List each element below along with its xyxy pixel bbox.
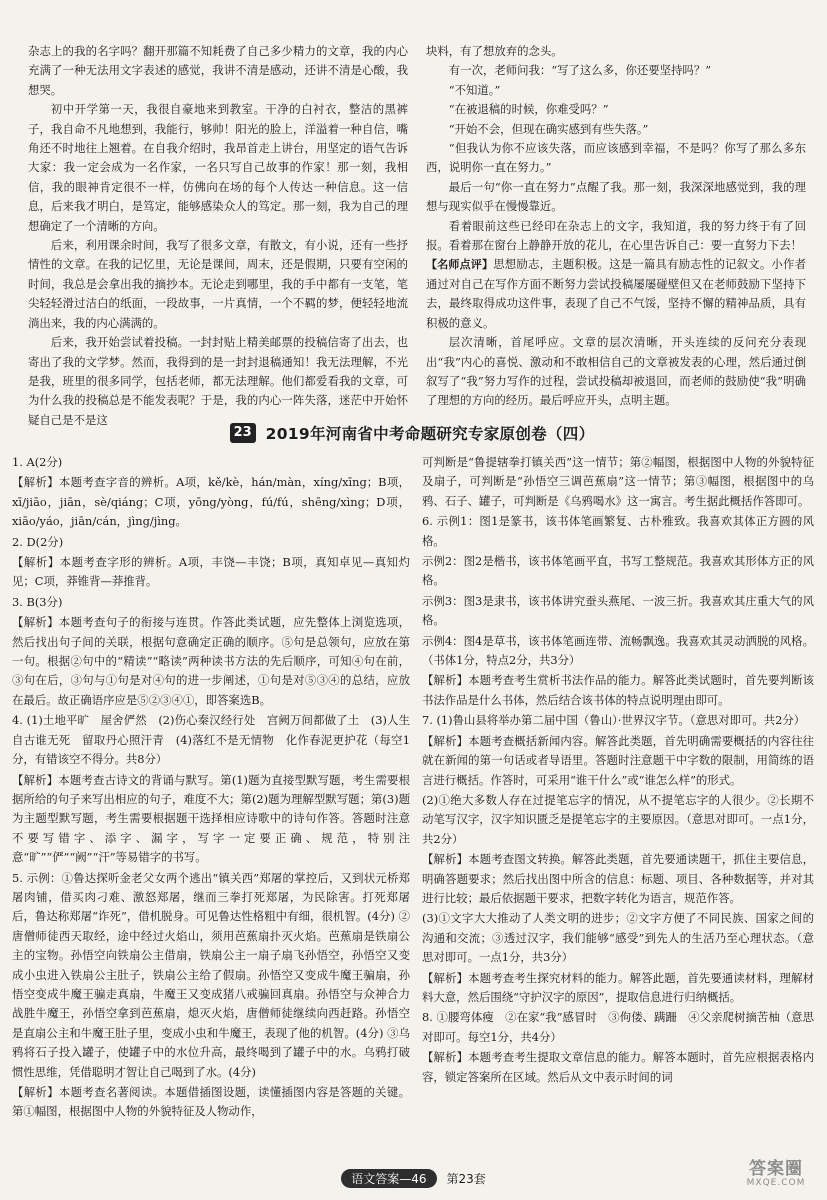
answer-item: 示例2：图2是楷书，该书体笔画平直，书写工整规范。我喜欢其形体方正的风格。: [422, 554, 814, 588]
answer-item: 示例4：图4是草书，该书体笔画连带、流畅飘逸。我喜欢其灵动洒脱的风格。（书体1分，特点2分，共3分）: [422, 633, 814, 668]
paragraph: 最后一句“你一直在努力”点醒了我。那一刻，我深深地感觉到，我的理想与现实似乎在慢慢靠近。: [426, 179, 806, 214]
answer-item: 6. 示例1：图1是篆书，该书体笔画繁复、古朴雅致。我喜欢其体正方圆的风格。: [422, 514, 814, 548]
essay-continuation-left: [28, 42, 408, 430]
watermark-line2: MXQE.COM: [746, 1178, 806, 1188]
paragraph: 后来，利用课余时间，我写了很多文章，有散文，有小说，还有一些抒情性的文章。在我的记忆里，无论是课间，周末，还是假期，只要有空闲的时间，我总是会拿出我的摘抄本。无论走到哪里，我的手中都有一支笔，笔尖轻轻滑过洁白的纸面，一段故事，一片真情，一个不羁的梦，便轻轻地流淌出来，我的内心满满的。: [28, 238, 408, 330]
paragraph: “开始不会，但现在确实感到有些失落。”: [448, 121, 649, 136]
answer-item: 3. B(3分): [12, 594, 63, 609]
watermark-logo: [735, 1159, 817, 1194]
analysis-item: 【解析】本题考查字形的辨析。A项，丰饶—丰饶；B项，真知卓见—真知灼见；C项，莽锥背—莽推背。: [12, 555, 410, 589]
analysis-item: 【解析】本题考查概括新闻内容。解答此类题，首先明确需要概括的内容往往就在新闻的第一句话或者导语里。答题时注意题干中字数的限制，用简练的语言进行概括。作答时，可采用“谁干什么”或“谁怎么样”的形式。: [422, 733, 814, 787]
analysis-item: 可判断是“鲁提辖拳打镇关西”这一情节；第②幅图，根据图中人物的外貌特征及扇子，可判断是“孙悟空三调芭蕉扇”这一情节；第③幅图，根据图中的乌鸦、石子、罐子，可判断是《乌鸦喝水》这一寓言。考生据此概括作答即可。: [422, 455, 814, 508]
answer-item: 2. D(2分): [12, 534, 64, 549]
analysis-item: 【解析】本题考查名著阅读。本题借插图设题，读懂插图内容是答题的关键。第①幅图，根据图中人物的外貌特征及人物动作，: [12, 1085, 410, 1119]
essay-continuation-right: [426, 42, 806, 411]
paragraph: 杂志上的我的名字吗？翻开那篇不知耗费了自己多少精力的文章，我的内心充满了一种无法用文字表述的感觉，我讲不清是感动，还讲不清是心酸，我想哭。: [28, 44, 408, 97]
analysis-item: 【解析】本题考查字音的辨析。A项，kě/kè，hán/màn，xíng/xīng；B项，xī/jiāo，jiān，sè/qiáng；C项，yōng/yòng，fú/fú，shēng/xìng；D项，xiāo/yáo，jiān/cán，jìng/jìng。: [12, 475, 410, 529]
section-heading: [12, 420, 812, 446]
set-label: 第23套: [446, 1171, 486, 1186]
paragraph: 初中开学第一天，我很自豪地来到教室。干净的白衬衣，整洁的黑裤子，我自命不凡地想到，我能行，够帅！阳光的脸上，洋溢着一种自信，嘴角还不时地往上翘着。在自我介绍时，我昂首走上讲台，用坚定的语气告诉大家：我一定会成为一名作家，一名只写自己故事的作家！那一刻，我相信，我的眼神肯定很不一样，仿佛向在场的每个人传达一种信息。这一信息，后来我才明白，是笃定，能够感染众人的笃定。那一刻，我为自己的理想确定了一个清晰的方向。: [28, 102, 408, 233]
paragraph: 层次清晰，首尾呼应。文章的层次清晰，开头连续的反问充分表现出“我”内心的喜悦、激动和不敢相信自己的文章被发表的心理，然后通过倒叙写了“我”努力写作的过程，尝试投稿却被退回，而老师的鼓励使“我”明确了理想的方向的经历。最后呼应开头，点明主题。: [426, 335, 806, 408]
teacher-comment: 【名师点评】思想励志，主题积极。这是一篇具有励志性的记叙文。小作者通过对自己在写作方面不断努力尝试投稿屡屡碰壁但又在老师鼓励下坚持下去，最终取得成功这件事，表现了自己不气馁，坚持不懈的精神品质，具有积极的意义。: [426, 257, 806, 330]
page-footer: [0, 1168, 827, 1188]
paragraph: 有一次，老师问我：“写了这么多，你还要坚持吗？”: [448, 63, 712, 78]
answer-item: 示例3：图3是隶书，该书体讲究蚕头燕尾、一波三折。我喜欢其庄重大气的风格。: [422, 593, 814, 628]
analysis-item: 【解析】本题考查句子的衔接与连贯。作答此类试题，应先整体上浏览选项，然后找出句子间的关联，根据句意确定正确的顺序。⑤句是总领句，应放在第一句。根据②句中的“精读”“略读”两种读书方法的先后顺序，可知④句在前，③句在后，③句与①句是对④句的进一步阐述，①句是对⑤③④的总结，应放在最后。故正确语序应是⑤②③④①，即答案选B。: [12, 615, 410, 707]
comment-tag: 【名师点评】: [426, 258, 494, 272]
paragraph: 看着眼前这些已经印在杂志上的文字，我知道，我的努力终于有了回报。看着那在窗台上静静开放的花儿，在心里告诉自己：要一直努力下去！: [426, 218, 806, 253]
section-number-badge: 23: [230, 423, 256, 443]
page-label: 语文答案—46: [341, 1169, 436, 1188]
answers-left-column: [12, 452, 410, 1122]
analysis-item: 【解析】本题考查考生探究材料的能力。解答此题，首先要通读材料，理解材料大意，然后围绕“守护汉字的原因”，提取信息进行归纳概括。: [422, 970, 814, 1004]
paragraph: 后来，我开始尝试着投稿。一封封贴上精美邮票的投稿信寄了出去，也寄出了我的文学梦。然而，我得到的是一封封退稿通知！我无法理解，不光是我，班里的很多同学，包括老师，都无法理解。他们都爱看我的文章，可为什么我的投稿总是不能发表呢？于是，我的内心一阵失落，迷茫中开始怀疑自己是不是这: [28, 335, 408, 427]
analysis-item: 【解析】本题考查古诗文的背诵与默写。第(1)题为直接型默写题，考生需要根据所给的句子来写出相应的句子，难度不大；第(2)题为理解型默写题；第(3)题为主题型默写题，考生需要根据题干选择相应诗歌中的诗句作答。答题时注意不要写错字、添字、漏字，写字一定要正确、规范，特别注意“旷”“俨”“阙”“汗”等易错字的书写。: [12, 772, 410, 865]
paragraph: “但我认为你不应该失落，而应该感到幸福，不是吗？你写了那么多东西，说明你一直在努力。”: [426, 141, 806, 175]
answer-item: 8. ①腰弯体瘦 ②在家“我”感冒时 ③佝偻、蹒跚 ④父亲爬树摘苦柚（意思对即可。每空1分，共4分）: [422, 1010, 814, 1044]
paragraph: 块料，有了想放弃的念头。: [426, 44, 563, 58]
answer-item: 4. (1)土地平旷 屋舍俨然 (2)伤心秦汉经行处 宫阙万间都做了土 (3)人生自古谁无死 留取丹心照汗青 (4)落红不是无情物 化作春泥更护花（每空1分，有错该空不得分。共8分）: [12, 713, 410, 767]
section-title: 2019年河南省中考命题研究专家原创卷（四）: [265, 425, 595, 443]
analysis-item: 【解析】本题考查考生提取文章信息的能力。解答本题时，首先应根据表格内容，锁定答案所在区域。然后从文中表示时间的词: [422, 1050, 814, 1084]
watermark-line1: 答案圈: [749, 1159, 803, 1179]
answer-item: 1. A(2分): [12, 455, 63, 469]
analysis-item: 【解析】本题考查考生赏析书法作品的能力。解答此类试题时，首先要判断该书法作品是什么书体，然后结合该书体的特点说明理由即可。: [422, 673, 814, 707]
answers-right-column: [422, 452, 814, 1087]
answer-item: 7. (1)鲁山县将举办第二届中国（鲁山）·世界汉字节。（意思对即可。共2分）: [422, 713, 806, 728]
analysis-item: 【解析】本题考查图文转换。解答此类题，首先要通读题干，抓住主要信息，明确答题要求；然后找出图中所含的信息：标题、项目、各种数据等，并对其进行比较；最后依据题干要求，把数字转化为语言，规范作答。: [422, 852, 814, 905]
paragraph: “不知道。”: [448, 82, 501, 97]
answer-item: (2)①绝大多数人存在过提笔忘字的情况，从不提笔忘字的人很少。②长期不动笔写汉字，汉字知识匮乏是提笔忘字的主要原因。（意思对即可。一点1分，共2分）: [422, 792, 814, 846]
answer-item: 5. 示例：①鲁达探听金老父女两个逃出“镇关西”郑屠的掌控后，又到状元桥郑屠肉铺，借买肉刁难、激怒郑屠，继而三拳打死郑屠，为民除害。打死郑屠后，鲁达称郑屠“诈死”，借机脱身。可见鲁达性格粗中有细，很机智。(4分) ②唐僧师徒西天取经，途中经过火焰山，须用芭蕉扇扑灭火焰。芭蕉扇是铁扇公主的宝物。孙悟空向铁扇公主借扇，铁扇公主一扇子扇飞孙悟空，孙悟空又变成小虫进入铁扇公主肚子，铁扇公主给了假扇。孙悟空又变成牛魔王骗扇，孙悟空变成牛魔王骗走真扇，牛魔王又变成猪八戒骗回真扇。孙悟空与众神合力战胜牛魔王，孙悟空拿到芭蕉扇，熄灭火焰，唐僧师徒继续向西赶路。孙悟空是直扇公主和牛魔王肚子里，变成小虫和牛魔王，表现了他的机智。(4分) ③乌鸦将石子投入罐子，使罐子中的水位升高，最终喝到了罐子中的水。乌鸦打破惯性思维，凭借聪明才智让自己喝到了水。(4分): [12, 870, 410, 1079]
answer-item: (3)①文字大大推动了人类文明的进步；②文字方便了不同民族、国家之间的沟通和交流；③透过汉字，我们能够“感受”到先人的生活乃至心理状态。（意思对即可。一点1分，共3分）: [422, 911, 814, 965]
paragraph: “在被退稿的时候，你难受吗？”: [448, 102, 609, 117]
